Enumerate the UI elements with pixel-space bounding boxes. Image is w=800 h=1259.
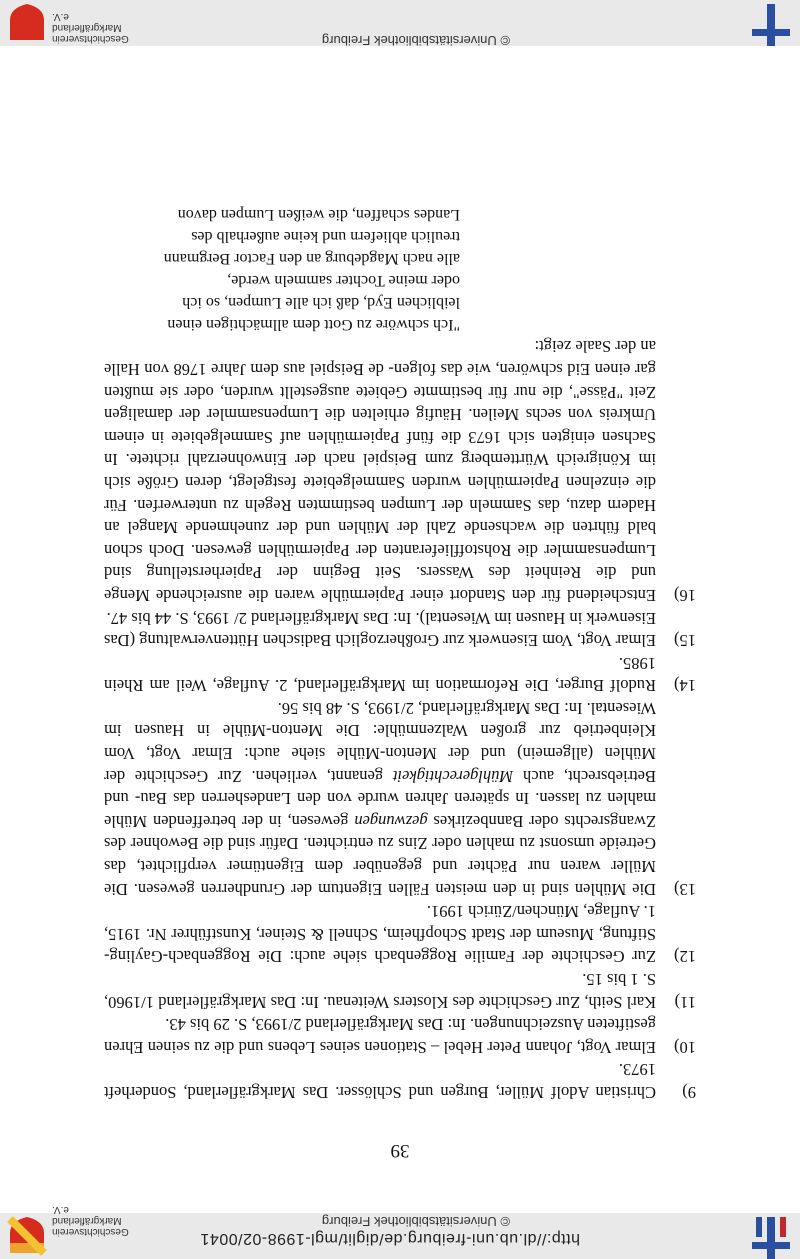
footnote-text: Elmar Vogt, Vom Eisenwerk zur Großherzoglich Badischen Hüttenverwaltung (Das Eisenwerk in Hausen im Wiesental). In: Das Markgräflerland 2/ 1993, S. 44 bis 47.: [104, 608, 656, 651]
viewer-header-bar: [0, 1204, 800, 1259]
oath-quote: [104, 203, 460, 335]
footnote-9: [104, 1058, 696, 1103]
document-page: [104, 201, 696, 1161]
footnote-10: [104, 1013, 696, 1058]
footnote-text: Christian Adolf Müller, Burgen und Schlösser. Das Markgräflerland, Sonderheft 1973.: [104, 1060, 656, 1102]
footnote-number: 10): [674, 1037, 696, 1057]
quote-line: oder meine Tochter sammeln werde,: [227, 271, 460, 289]
footnote-text: Zur Geschichte der Familie Roggenbach siehe auch: Die Roggenbach-Gayling-Stiftung, Museum der Stadt Schopfheim, Schnell & Steiner, Kunstführer Nr. 1915, 1. Auflage, München/Zürich 1991.: [104, 902, 656, 967]
footnote-12: [104, 900, 696, 968]
page-number: 39: [390, 1140, 410, 1161]
footnote-text-part: genannt, verliehen. Zur Geschichte der Mühlen (allgemein) und der Menton-Mühle siehe auch: Elmar Vogt, Vom Kleinbetrieb zur großen Walzenmühle: Die Menton-Mühle in Hausen im Wiesental. In: Das Markgräflerland, 2/1993, S. 48 bis 56.: [104, 698, 656, 786]
footnote-number: 9): [682, 1083, 696, 1102]
footnote-number: 12): [674, 947, 696, 967]
footnote-number: 13): [674, 879, 696, 899]
footnote-text: [104, 335, 656, 606]
footnote-text: Karl Seith, Zur Geschichte des Klosters Weitenau. In: Das Markgräflerland 1/1960, S. 1 bis 15.: [104, 970, 656, 1012]
ub-freiburg-logo-icon: [750, 1217, 792, 1259]
footnote-number: 14): [674, 676, 696, 696]
footnote-number: 15): [674, 631, 696, 651]
footnote-text: [104, 696, 656, 899]
footnote-15: [104, 606, 696, 651]
footnote-emphasis: gezwungen: [354, 811, 428, 831]
header-url-link[interactable]: http://dl.ub.uni-freiburg.de/diglit/mgl-1998-02/0041: [200, 1230, 580, 1247]
footer-copyright: © Universitätsbibliothek Freiburg: [321, 33, 510, 48]
footnote-13: [104, 696, 696, 899]
footnote-emphasis: Mühlgerechtigkeit: [392, 766, 514, 786]
quote-line: "Ich schwöre zu Gott dem allmächtigen einen: [167, 315, 460, 333]
footnote-number: 16): [674, 585, 696, 605]
society-crest-icon: [6, 1215, 48, 1257]
society-crest-icon: [6, 2, 48, 44]
footnote-14: [104, 651, 696, 696]
footnote-11: [104, 967, 696, 1012]
header-copyright: © Universitätsbibliothek Freiburg: [321, 1214, 510, 1229]
footnote-text-part: gewesen, in der betreffenden Mühle mahlen zu lassen. In späteren Jahren wurde von den Landesherren das Bau- und Betriebsrecht, auch: [103, 766, 656, 831]
footnote-text: Elmar Vogt, Johann Peter Hebel – Stationen seines Lebens und die zu seinen Ehren gestifteten Auszeichnungen. In: Das Markgräflerland 2/1993, S. 29 bis 43.: [104, 1015, 656, 1057]
footnote-text: Rudolf Burger, Die Reformation im Markgräflerland, 2. Auflage, Weil am Rhein 1985.: [104, 653, 656, 696]
footer-society-name: Geschichtsverein Markgräflerland e.V.: [52, 11, 129, 44]
ub-freiburg-logo-icon: [750, 4, 792, 46]
quote-line: Landes schaffen, die weißen Lumpen davon: [177, 205, 460, 223]
footnote-text-part: Entscheidend für den Standort einer Papiermühle waren die ausreichende Menge und die Reinheit des Wassers. Seit Beginn der Papierherstellung sind Lumpensammler die Rohstofflieferanten der Papiermühlen gewesen. Doch schon bald führten die wachsende Zahl der Mühlen und der zunehmende Mangel an Hadern dazu, das Sammeln der Lumpen bestimmten Regeln zu unterwerfen. Für die einzelnen Papiermühlen wurden Sammelgebiete festgelegt, deren Größe sich im Königreich Württemberg zum Beispiel nach der Einwohnerzahl richtete. In Sachsen einigten sich 1673 die fünf Papiermühlen auf Sammelgebiete in einem Umkreis von sechs Meilen. Häufig erhielten die Lumpensammler der damaligen Zeit "Pässe", die nur für bestimmte Gebiete ausgestellt wurden, oder sie mußten gar einen Eid schwören, wie das folgen-: [104, 360, 656, 605]
quote-line: leiblichen Eyd, daß ich alle Lumpen, so ich: [182, 293, 460, 311]
footnote-text-part: Die Mühlen sind in den meisten Fällen Eigentum der Grundherren gewesen. Die Müller waren nur Pächter und gegenüber dem Eigentümer verpflichtet, das Getreide umsonst zu mahlen oder Zins zu entrichten. Dafür sind die Bewohner des Zwangsrechts oder Bannbezirkes: [104, 811, 656, 899]
header-society-name: Geschichtsverein Markgräflerland e.V.: [52, 1204, 129, 1237]
footnote-16: [104, 335, 696, 606]
quote-line: alle nach Magdeburg an den Factor Bergmann: [163, 249, 460, 267]
footnote-text-part: de Beispiel aus dem Jahre 1768 von Halle an der Saale zeigt:: [104, 337, 656, 379]
viewer-footer-bar: [0, 0, 800, 46]
footnote-number: 11): [674, 992, 696, 1012]
quote-line: treulich abliefern und keine außerhalb des: [191, 227, 460, 245]
